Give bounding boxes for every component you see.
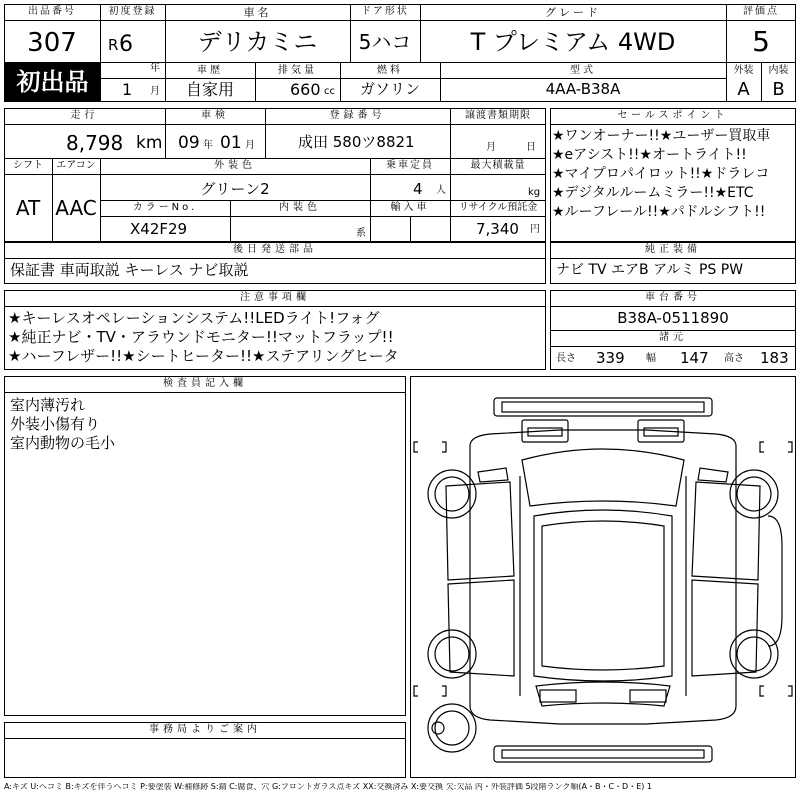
capacity-label: 乗車定員 [386,160,434,171]
length: 339 [596,349,625,367]
plate-label: 登録番号 [329,110,386,121]
int-label: 内装 [768,65,789,76]
sales-point-line: ★ルーフレール!!★パドルシフト!! [552,204,766,220]
mileage-unit: km [136,133,163,153]
grade: T プレミアム 4WD [470,28,676,56]
capacity-unit: 人 [436,185,446,196]
inspection-month: 01 [220,133,242,153]
displacement: 660 [290,80,321,99]
int-color-label: 内装色 [279,202,321,213]
dims-label: 諸元 [659,332,687,343]
int-color-unit: 系 [356,228,366,239]
shift: AT [15,196,41,220]
mileage: 8,798 [66,131,124,155]
grade-label: グレード [545,6,601,19]
recycle: 7,340 [476,220,519,238]
genuine-label: 純正装備 [645,244,701,255]
width: 147 [680,349,709,367]
color: グリーン2 [200,180,270,198]
first-reg-label: 初度登録 [108,6,157,17]
length-label: 長さ [556,353,576,364]
office-label: 事務局よりご案内 [149,724,261,735]
lot-no-label: 出品番号 [28,6,76,17]
width-label: 幅 [646,353,656,364]
recycle-unit: 円 [530,224,540,235]
year-unit: 年 [150,63,160,74]
chassis-number: B38A-0511890 [617,309,729,327]
sales-point-line: ★マイプロパイロット!!★ドラレコ [552,166,770,182]
ext-grade: A [737,79,750,100]
transfer-day: 日 [526,142,536,153]
ac: AAC [55,196,97,220]
genuine-equipment: ナビ TV エアB アルミ PS PW [556,262,744,278]
color-no-label: カラーNo. [132,202,198,213]
transfer-month: 月 [486,142,496,153]
notes-label: 注意事項欄 [240,292,310,303]
later-parts: 保証書 車両取説 キーレス ナビ取説 [10,261,249,279]
int-grade: B [772,79,785,100]
history: 自家用 [185,80,234,99]
inspection-year: 09 [178,133,200,153]
chassis-label: 車台番号 [645,292,701,303]
first-listing-badge: 初出品 [16,68,89,96]
ext-label: 外装 [733,65,754,76]
detail-frame [4,108,546,242]
sales-point-line: ★eアシスト!!★オートライト!! [552,147,747,163]
score: 5 [752,25,770,58]
inspection-month-unit: 月 [245,140,255,151]
import-label: 輸入車 [390,202,430,213]
displacement-unit: cc [324,86,335,97]
inspection-year-unit: 年 [203,140,213,151]
mileage-label: 走行 [70,110,99,121]
model: 4AA-B38A [545,80,621,98]
car-diagram [410,376,796,778]
sales-point-line: ★ワンオーナー!!★ユーザー買取車 [552,128,771,144]
transfer-label: 譲渡書類期限 [465,110,531,121]
inspector-line: 室内薄汚れ [10,396,86,414]
plate: 成田 580ツ8821 [298,133,415,151]
score-label: 評価点 [743,6,779,17]
damage-legend: A:キズ U:ヘコミ B:キズを伴うヘコミ P:要塗装 W:補修跡 S:錆 C:腐食、穴 G:フロントガラス点キズ XX:交換済み X:要交換 欠:欠品 内・外装評価 5段階ランク順(A・B・C・D・E) 1 [4,783,653,791]
load-unit: kg [528,187,541,198]
shift-label: シフト [13,160,43,171]
note-line: ★ハーフレザー!!★シートヒーター!!★ステアリングヒータ [8,347,399,365]
inspector-label: 検査員記入欄 [163,378,247,389]
later-parts-label: 後日発送部品 [233,244,317,255]
fuel: ガソリン [359,80,420,98]
recycle-label: リサイクル預託金 [458,202,538,213]
load-label: 最大積載量 [470,160,526,171]
inspection-label: 車検 [201,110,229,121]
color-no: X42F29 [130,220,188,238]
era: R [108,36,119,54]
height: 183 [760,349,789,367]
height-label: 高さ [724,353,744,364]
month-unit: 月 [150,86,160,97]
note-line: ★純正ナビ・TV・アラウンドモニター!!マットフラップ!! [8,328,394,346]
door: 5ハコ [358,30,412,54]
sales-point-line: ★デジタルルームミラー!!★ETC [552,185,754,201]
inspector-line: 室内動物の毛小 [10,434,116,452]
displacement-label: 排気量 [278,65,317,76]
inspector-line: 外装小傷有り [10,415,101,433]
reg-month: 1 [122,80,133,99]
door-label: ドア形状 [361,6,409,17]
history-label: 車歴 [197,65,223,76]
car-name: デリカミニ [197,28,318,56]
lot-no: 307 [27,28,77,58]
car-name-label: 車名 [243,6,272,19]
ac-label: エアコン [56,160,96,171]
capacity: 4 [413,180,423,198]
color-label: 外装色 [214,160,256,171]
era-year: 6 [119,32,133,57]
note-line: ★キーレスオペレーションシステム!!LEDライト!フォグ [8,309,380,327]
sales-points-label: セールスポイント [617,110,729,121]
model-label: 型式 [570,65,596,76]
fuel-label: 燃料 [377,65,403,76]
